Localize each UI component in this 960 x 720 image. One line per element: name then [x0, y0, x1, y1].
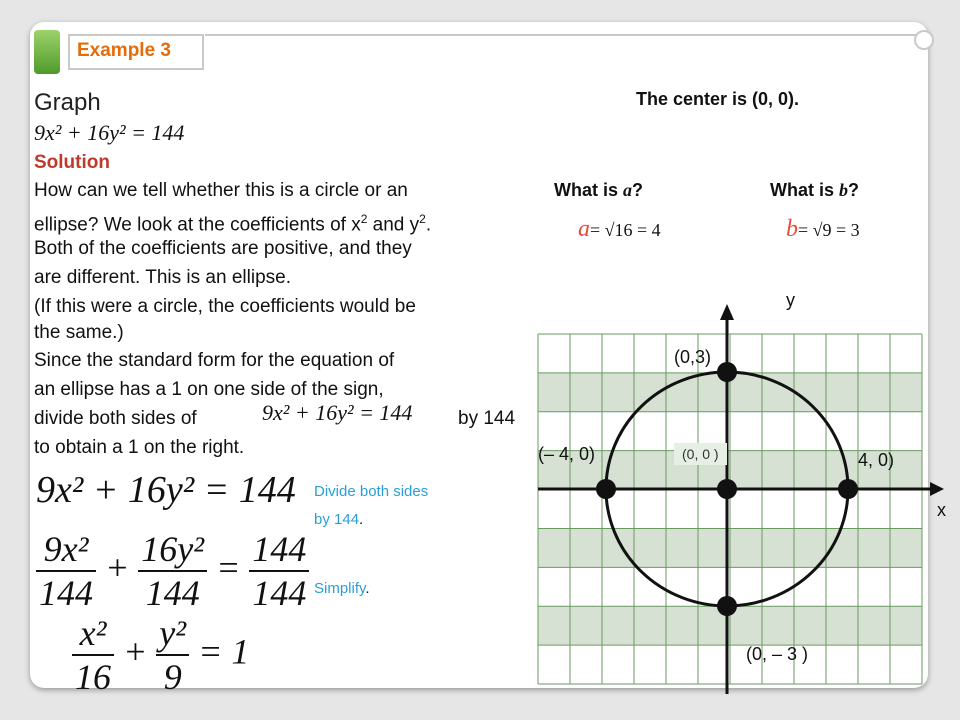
- y-axis-label: y: [786, 290, 795, 310]
- origin-label: (0, 0 ): [674, 443, 727, 465]
- question-a: What is a?: [554, 180, 644, 200]
- problem-equation: 9x² + 16y² = 144: [34, 120, 185, 145]
- answer-b: b= √9 = 3: [786, 216, 860, 242]
- example-label: Example 3: [77, 40, 171, 61]
- x-axis-label: x: [937, 500, 946, 520]
- x-axis-arrow: [930, 482, 944, 496]
- solution-label: Solution: [34, 152, 110, 173]
- explanation-line-6: the same.): [34, 322, 124, 343]
- explanation-line-10: to obtain a 1 on the right.: [34, 437, 245, 458]
- step-equation-1: 9x² + 16y² = 144: [36, 469, 296, 511]
- top-vertex-label: (0,3): [674, 347, 712, 367]
- explanation-line-9a: divide both sides of: [34, 408, 197, 429]
- explanation-line-4: are different. This is an ellipse.: [34, 267, 291, 288]
- explanation-line-1: How can we tell whether this is a circle or an: [34, 180, 408, 201]
- explanation-line-7: Since the standard form for the equation of: [34, 350, 395, 371]
- step-equation-2: $\frac{\text{9x²}}{144}$ + $\frac{\text{16y²}}{144}$ = $\frac{144}{144}$: [36, 528, 309, 614]
- question-b: What is b?: [770, 180, 860, 200]
- graph-point: [717, 362, 737, 382]
- right-vertex-label: 4, 0): [858, 450, 895, 470]
- explanation-line-9b: by 144: [458, 408, 516, 429]
- explanation-line-5: (If this were a circle, the coefficients would be: [34, 296, 416, 317]
- explanation-line-8: an ellipse has a 1 on one side of the sign,: [34, 379, 384, 400]
- step-equation-3: $\frac{\text{x²}}{16}$ + $\frac{\text{y²}}{9}$ = 1: [72, 612, 249, 698]
- bottom-vertex-label: (0, – 3 ): [746, 644, 809, 664]
- graph-point: [838, 479, 858, 499]
- hint-divide-line-2: by 144.: [314, 511, 364, 528]
- explanation-line-2: ellipse? We look at the coefficients of $x^2$ and $y^2$.: [34, 212, 432, 236]
- explanation-line-3: Both of the coefficients are positive, and they: [34, 238, 412, 259]
- hint-simplify: Simplify.: [314, 580, 370, 597]
- graph-label: Graph: [34, 89, 101, 116]
- answer-a: a= √16 = 4: [578, 216, 661, 242]
- graph-point: [596, 479, 616, 499]
- center-text: The center is (0, 0).: [636, 89, 800, 109]
- graph-point: [717, 596, 737, 616]
- y-axis-arrow: [720, 304, 734, 320]
- graph-point: [717, 479, 737, 499]
- inline-equation: 9x² + 16y² = 144: [262, 400, 413, 425]
- hint-divide-line-1: Divide both sides: [314, 483, 429, 500]
- left-vertex-label: (– 4, 0): [538, 444, 596, 464]
